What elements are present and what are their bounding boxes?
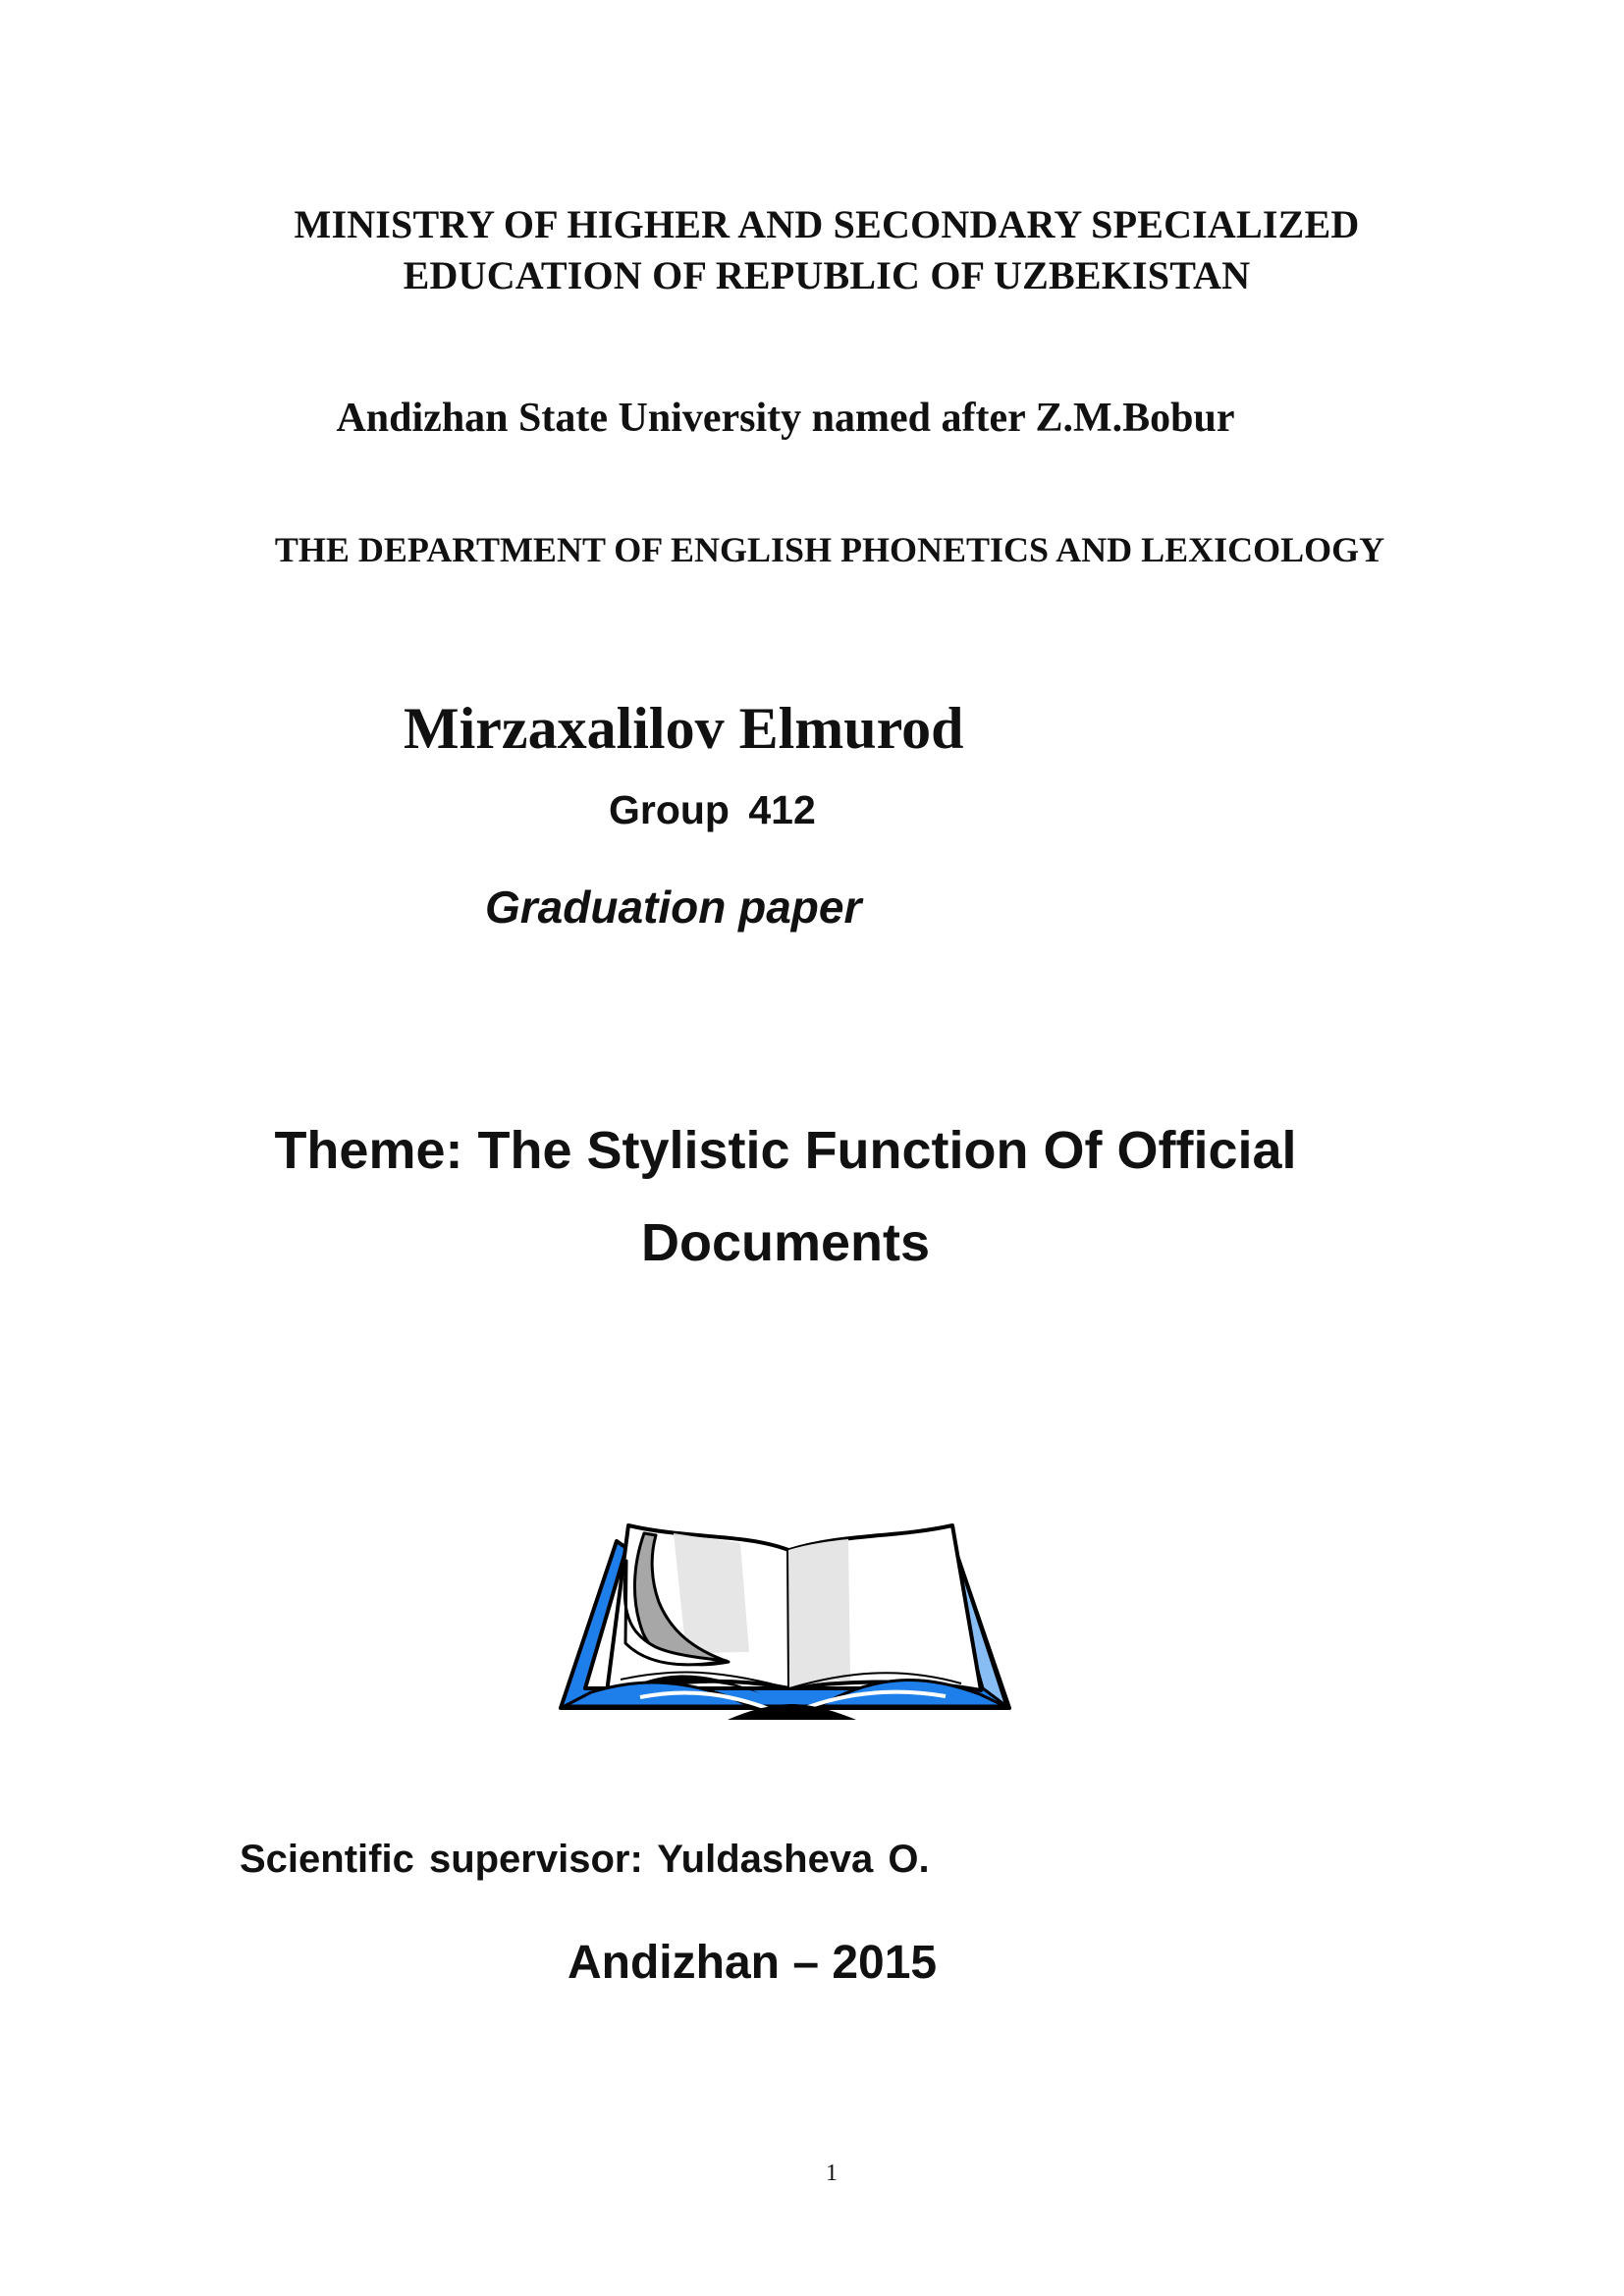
open-book-icon xyxy=(558,1520,1011,1732)
theme-line-2: Documents xyxy=(640,1213,931,1272)
page-number: 1 xyxy=(826,2161,838,2186)
ministry-line-2: EDUCATION OF REPUBLIC OF UZBEKISTAN xyxy=(403,253,1251,297)
place-and-year: Andizhan – 2015 xyxy=(568,1937,938,1989)
university-name: Andizhan State University named after Z.M.Bobur xyxy=(336,396,1235,441)
department-name: THE DEPARTMENT OF ENGLISH PHONETICS AND LEXICOLOGY xyxy=(274,530,1385,569)
group-number: Group 412 xyxy=(609,787,816,832)
paper-theme xyxy=(0,1104,1571,1289)
ministry-heading xyxy=(0,199,1624,301)
ministry-line-1: MINISTRY OF HIGHER AND SECONDARY SPECIALIZED xyxy=(294,202,1360,246)
scientific-supervisor: Scientific supervisor: Yuldasheva O. xyxy=(240,1838,930,1881)
paper-type: Graduation paper xyxy=(485,881,862,933)
theme-line-1: Theme: The Stylistic Function Of Official xyxy=(274,1121,1297,1180)
author-name: Mirzaxalilov Elmurod xyxy=(404,696,964,761)
